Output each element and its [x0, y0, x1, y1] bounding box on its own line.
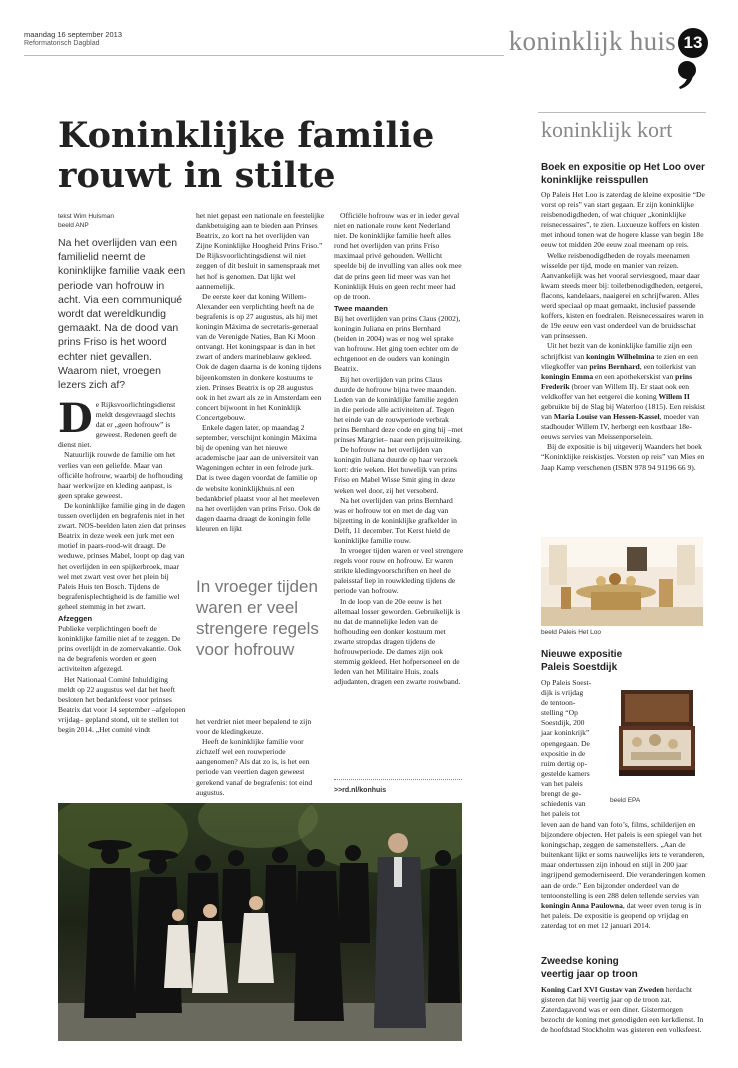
credit-photo: beeld ANP: [58, 222, 89, 229]
article-column-2-end: [196, 717, 326, 798]
sidebar-item3-title-1: Zweedse koning: [541, 956, 619, 967]
masthead-paper-name: Reformatorisch Dagblad: [24, 40, 100, 47]
pull-quote: In vroeger tijden waren er veel strengere regels voor hofrouw: [196, 577, 319, 659]
comma-logo-icon: [676, 60, 698, 90]
headline-line-2: rouwt in stilte: [58, 155, 336, 196]
sidebar-item1-title: Boek en expositie op Het Loo over koninklijke reisspullen: [541, 162, 705, 186]
sidebar-item3-body: Koning Carl XVI Gustav van Zweden herdacht gisteren dat hij veertig jaar op de troon zat. Zaterdagavond was er een diner. Gistermorgen bezocht de koning met genodigden een kerkdienst. In de hoofdstad Stockholm was gisteren een volksfeest.: [541, 985, 704, 1035]
funeral-photo-illustration: [58, 803, 462, 1041]
soestdijk-illustration: [609, 682, 703, 792]
sidebar-item1-p4: Bij de expositie is bij uitgeverij Waanders het boek “Koninklijke reiskistjes. Vorsten op reis” van Mies en Jaap Kamp verschenen (ISBN 978 94 91196 66 9).: [541, 442, 705, 472]
col3-paragraph-7: In de loop van de 20e eeuw is het allemaal losser geworden. Gebruikelijk is nu dat de mannelijke leden van de hofhouding een donker kostuum met zwarte stropdas dragen tijdens de hofrouwperiode. De dames zijn ook stemmig gekleed. Het hofpersoneel en de leden van het Militaire Huis, zoals adjudanten, dragen een zwarte rouwband.: [334, 596, 461, 687]
header-rule: [24, 55, 504, 56]
web-link-divider: [334, 779, 462, 780]
col3-paragraph-2: Bij het overlijden van prins Claus (2002), koningin Juliana en prins Bernhard (beiden in 2004) was er nog wel sprake van hofrouw. Het ging toen echter om de echtgenoot en de ouders van koningin Beatrix.: [334, 313, 461, 374]
col1-subhead: Afzeggen: [58, 613, 93, 623]
article-intro: Na het overlijden van een familielid neemt de koninklijke familie vaak een periode van hofrouw in acht. Via een communiqué wordt dat wereldkundig gemaakt. Na de dood van prins Friso is het woord echter niet gevallen. Waarom niet, vroegen lezers zich af?: [58, 237, 186, 392]
sidebar-item1-p2: Welke reisbenodigdheden de royals meenamen wisselde per tijd, mode en manier van reizen. Aanvankelijk was het vooral serviesgoed, maar daar kwam steeds meer bij: toiletbenodigdheden, eetgerei, flacons, kandelaars, naaigerei en schrijfwaren. Alles werd speciaal op maat gemaakt, inclusief passende koffers, kisten en foedralen. Reisnecessaires waren in de 19e eeuw een vast onderdeel van de bruidsschat van prinsessen.: [541, 250, 704, 341]
soestdijk-photo: [609, 682, 703, 792]
het-loo-photo: [541, 537, 703, 626]
col1-paragraph-5: Het Nationaal Comité Inhuldiging meldt op 22 augustus wel dat het heeft besloten het bedankfeest voor prinses Beatrix dat voor 14 september –afgelopen vrijdag– gepland stond, uit te stellen tot begin 2014. „Het comité vindt: [58, 674, 186, 734]
article-column-2: [196, 211, 326, 534]
sidebar-item2-lines: Op Paleis Soest- dijk is vrijdag de tentoon- stelling “Op Soestdijk, 200 jaar koninkrijk” opengegaan. De expositie in de ruim dertig op- gestelde kamers van het paleis brengt de ge- schiedenis van het paleis tot: [541, 678, 592, 819]
soestdijk-caption: beeld EPA: [610, 797, 641, 804]
sidebar-item1-body: [541, 190, 706, 473]
col3-paragraph-3: Bij het overlijden van prins Claus duurde de hofrouw bijna twee maanden. Leden van de koninklijke familie zegden in die periode alle activiteiten af. Tegen het einde van de rouwperiode verbrak prins Bernhard deze code en ging hij –met prinses Margriet– naar een prijsuitreiking.: [334, 374, 463, 445]
het-loo-caption: beeld Paleis Het Loo: [541, 629, 601, 636]
sidebar-item2-body: leven aan de hand van foto’s, films, schilderijen en bijzondere objecten. Het paleis is een spiegel van het koningschap, zeggen de samenstellers. „Aan de buitenkant lijkt er soms nauwelijks iets te veranderen, maar ondertussen zijn inhoud en stijl in 200 jaar ingrijpend gemoderniseerd. Die veranderingen komen aan de orde.” Een bijzonder onderdeel van de tentoonstelling is een 288 delen tellende servies van koningin Anna Paulowna, dat weer even terug is in het paleis. De expositie is geopend op vrijdag en zaterdag tot en met 12 januari 2014.: [541, 820, 706, 930]
sidebar-item1-p1: Op Paleis Het Loo is zaterdag de kleine expositie “De vorst op reis” van start gegaan. Er zijn koninklijke reisbenodigdheden, of wat chiquer „koninklijke reisnecessaires”, te zien. Luxueuze koffers en kisten met inhoud tonen wat de hogere klasse van begin 18e eeuw tot midden 20e eeuw zoal meenam op reis.: [541, 190, 705, 250]
col1-paragraph-2: Natuurlijk rouwde de familie om het verlies van een geliefde. Maar van officiële hofrouw, waarbij de hofhouding haar werkwijze en kleding aanpast, is geen sprake geweest.: [58, 450, 183, 500]
sidebar-header: koninklijk kort: [541, 117, 673, 142]
web-link[interactable]: >>rd.nl/konhuis: [334, 787, 387, 794]
sidebar-item3-title-2: veertig jaar op troon: [541, 968, 638, 980]
sidebar-item3-title: [541, 956, 706, 981]
sidebar-item2-title: [541, 649, 706, 674]
het-loo-illustration: [541, 537, 703, 626]
page-number: 13: [678, 28, 708, 58]
article-column-3: [334, 211, 464, 687]
funeral-procession-photo: [58, 803, 462, 1041]
col2-paragraph-3: Enkele dagen later, op maandag 2 september, verschijnt koningin Máxima bij de opening van het nieuwe academische jaar aan de universiteit van Wageningen echter in een felrode jurk. Dat is twee dagen voordat de familie op de website koninklijkhuis.nl een bedankbrief plaatst voor al het meeleven na het overlijden van prins Friso. Ook de dagen daarna draagt de koningin felle kleuren en lijkt: [196, 422, 321, 533]
col2-paragraph-2: De eerste keer dat koning Willem-Alexander een verplichting heeft na de begrafenis is op 27 augustus, als hij met koningin Máxima de secretaris-generaal van de Verenigde Naties, Ban Ki Moon ontvangt. Het koningspaar is dan in het zwart of anders marineblauw gekleed. Ook de dagen daarna is de koning tijdens bijeenkomsten in donkere kostuums te zien. Prinses Beatrix is op 28 augustus ook in het zwart als ze in Amsterdam een concert bijwoont in het Koninklijk Concertgebouw.: [196, 291, 322, 422]
col2-paragraph-4: het verdriet niet meer bepalend te zijn voor de kledingkeuze.: [196, 717, 312, 737]
headline-line-1: Koninklijke familie: [58, 115, 435, 156]
col3-paragraph-6: In vroeger tijden waren er veel strengere regels voor rouw en hofrouw. Er waren strikte kledingvoorschriften en heel de paleisstaf liep in rouwkleding tijdens de periode van hofrouw.: [334, 546, 464, 596]
col3-paragraph-1: Officiële hofrouw was er in ieder geval niet en nationale rouw kent Nederland niet. De koninklijke familie heeft alles rond het overlijden van prins Friso maximaal privé gehouden. Wellicht speelde bij de invulling van alles ook mee dat de prins geen lid meer was van het Koninklijk Huis en geen recht meer had op de troon.: [334, 211, 462, 301]
col1-paragraph-4: Publieke verplichtingen boeft de koninklijke familie niet af te zeggen. De prins overlijdt in de zomervakantie. Ook na de begrafenis worden er geen activiteiten afgezegd.: [58, 624, 182, 674]
sidebar-item1-p3: Uit het bezit van de koninklijke familie zijn een schrijfkist van koningin Wilhelmina te zien en een vliegkoffer van prins Bernhard, een toilerkist van koningin Emma en een apothekerskist van prins Frederik (broer van Willem II). Er staat ook een veldkoffer van het eetgerei die koning Willem II gebruikte bij de Slag bij Waterloo (1815). Een reiskist van Maria Louise van Hessen-Kassel, moeder van stadhouder Willem IV, herbergt een kostbaar 18e-eeuws servies van Meissenporselein.: [541, 341, 705, 442]
masthead-date: maandag 16 september 2013: [24, 30, 122, 39]
col3-paragraph-5: Na het overlijden van prins Bernhard was er hofrouw tot en met de dag van bijzetting in de koninklijke grafkelder in Delft, 11 december. Tot Kerst hield de koninklijke familie rouw.: [334, 495, 457, 545]
sidebar-rule: [538, 112, 706, 113]
sidebar-item2-title-2: Paleis Soestdijk: [541, 661, 618, 673]
col1-paragraph-1: e Rijksvoorlichtingsdienst meldt desgevraagd slechts dat er „geen hofrouw” is geweest. Redenen geeft de dienst niet.: [58, 400, 177, 450]
article-column-1: [58, 395, 186, 735]
dropcap: D: [58, 395, 93, 442]
col3-paragraph-4: De hofrouw na het overlijden van koningin Juliana duurde op haar verzoek kort: drie weken. Het huwelijk van prins Friso en Mabel Wisse Smit ging in deze weken wel door, zij het versoberd.: [334, 445, 458, 495]
col2-paragraph-1: het niet gepast een nationale en feestelijke dankbetuiging aan te bieden aan Prinses Beatrix, zo kort na het overlijden van Zijne Koninklijke Hoogheid Prins Friso.” De Rijksvoorlichtingsdienst wil niet zeggen of dit besluit in samenspraak met het hof is genomen. Dat lijkt wel aannemelijk.: [196, 211, 325, 291]
col3-subhead: Twee maanden: [334, 303, 388, 313]
credit-text: tekst Wim Hulsman: [58, 213, 114, 220]
article-headline: [58, 116, 478, 196]
col2-paragraph-5: Heeft de koninklijke familie voor zichzelf wel een rouwperiode aangenomen? Als dat zo is, is het een periode van veertien dagen geweest gerekend vanaf de begrafenis: tot eind augustus.: [196, 737, 313, 797]
col1-paragraph-3: De koninklijke familie ging in de dagen tussen overlijden en begrafenis niet in het zwart. NOS-beelden laten zien dat prinses Beatrix in deze week een jurk met een motief in paars-rood-wit draagt. De weduwe, prinses Mabel, loopt op dag van het overlijden in een spijkerbroek, maar wel met zwart vest over het plein bij Paleis Huis ten Bosch. Tijdens de begrafenisplechtigheid is de familie wel geheel stemmig in het zwart.: [58, 500, 186, 611]
section-title: koninklijk huis: [508, 26, 676, 56]
sidebar-item2-title-1: Nieuwe expositie: [541, 649, 623, 660]
